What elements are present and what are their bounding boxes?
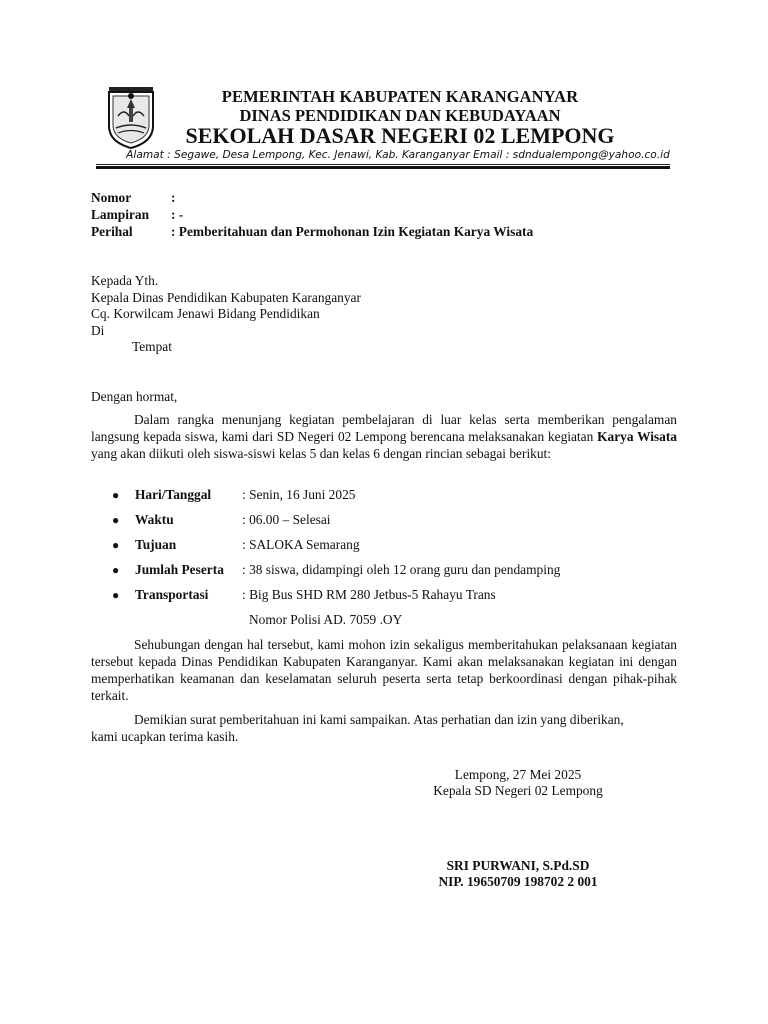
letterhead-school-name: SEKOLAH DASAR NEGERI 02 LEMPONG	[185, 123, 615, 148]
detail-value: : Senin, 16 Juni 2025	[242, 487, 356, 502]
nomor-value: :	[171, 190, 176, 205]
signature-nip: NIP. 19650709 198702 2 001	[438, 874, 598, 889]
detail-value: : 38 siswa, didampingi oleh 12 orang guru dan pendamping	[242, 562, 561, 577]
bullet-icon: ●	[112, 563, 120, 577]
nomor-label: Nomor	[91, 190, 132, 205]
bullet-icon: ●	[112, 538, 120, 552]
recipient-place: Tempat	[132, 339, 172, 354]
transport-plate: Nomor Polisi AD. 7059 .OY	[249, 612, 403, 627]
recipient-salutation: Kepada Yth.	[91, 273, 159, 288]
detail-value: : 06.00 – Selesai	[242, 512, 331, 527]
paragraph-closing	[91, 711, 631, 745]
letterhead-divider-thick	[96, 166, 670, 169]
paragraph-request-text: Sehubungan dengan hal tersebut, kami mohon izin sekaligus memberitahukan pelaksanaan kegiatan tersebut kepada Dinas Pendidikan Kabupaten Karanganyar. Kami akan melaksanakan kegiatan ini dengan memperhatikan keamanan dan keselamatan seluruh peserta serta tetap berkoordinasi dengan pihak-pihak terkait.	[91, 637, 677, 703]
signature-position: Kepala SD Negeri 02 Lempong	[433, 783, 603, 798]
letterhead-department: DINAS PENDIDIKAN DAN KEBUDAYAAN	[239, 106, 561, 125]
paragraph-intro-text-a: Dalam rangka menunjang kegiatan pembelajaran di luar kelas serta memberikan pengalaman langsung kepada siswa, kami dari SD Negeri 02 Lempong berencana melaksanakan kegiatan	[91, 412, 677, 444]
perihal-label: Perihal	[91, 224, 133, 239]
signature-place-date: Lempong, 27 Mei 2025	[454, 767, 582, 782]
greeting: Dengan hormat,	[91, 389, 178, 404]
paragraph-intro	[91, 411, 677, 462]
letterhead-government: PEMERINTAH KABUPATEN KARANGANYAR	[221, 87, 579, 106]
paragraph-intro-bold: Karya Wisata	[597, 429, 677, 444]
recipient-di: Di	[91, 323, 105, 338]
lampiran-label: Lampiran	[91, 207, 150, 222]
bullet-icon: ●	[112, 513, 120, 527]
perihal-value: : Pemberitahuan dan Permohonan Izin Kegiatan Karya Wisata	[171, 224, 534, 239]
recipient-cq: Cq. Korwilcam Jenawi Bidang Pendidikan	[91, 306, 320, 321]
bullet-icon: ●	[112, 488, 120, 502]
detail-label: Hari/Tanggal	[135, 487, 212, 502]
detail-value: : Big Bus SHD RM 280 Jetbus-5 Rahayu Trans	[242, 587, 496, 602]
detail-label: Transportasi	[135, 587, 209, 602]
paragraph-request	[91, 636, 677, 704]
recipient-name: Kepala Dinas Pendidikan Kabupaten Karanganyar	[91, 290, 361, 305]
signature-name: SRI PURWANI, S.Pd.SD	[446, 858, 590, 873]
detail-value: : SALOKA Semarang	[242, 537, 360, 552]
letterhead-divider-thin	[96, 164, 670, 165]
lampiran-value: : -	[171, 207, 184, 222]
detail-label: Jumlah Peserta	[135, 562, 224, 577]
bullet-icon: ●	[112, 588, 120, 602]
regency-emblem-icon	[106, 86, 156, 150]
paragraph-intro-text-b: yang akan diikuti oleh siswa-siswi kelas 5 dan kelas 6 dengan rincian sebagai berikut:	[91, 446, 551, 461]
paragraph-closing-text: Demikian surat pemberitahuan ini kami sampaikan. Atas perhatian dan izin yang diberikan, kami ucapkan terima kasih.	[91, 712, 624, 744]
letterhead-address: Alamat : Segawe, Desa Lempong, Kec. Jenawi, Kab. Karanganyar Email : sdndualempong@yahoo.co.id	[126, 149, 670, 161]
detail-label: Tujuan	[135, 537, 177, 552]
detail-label: Waktu	[135, 512, 174, 527]
